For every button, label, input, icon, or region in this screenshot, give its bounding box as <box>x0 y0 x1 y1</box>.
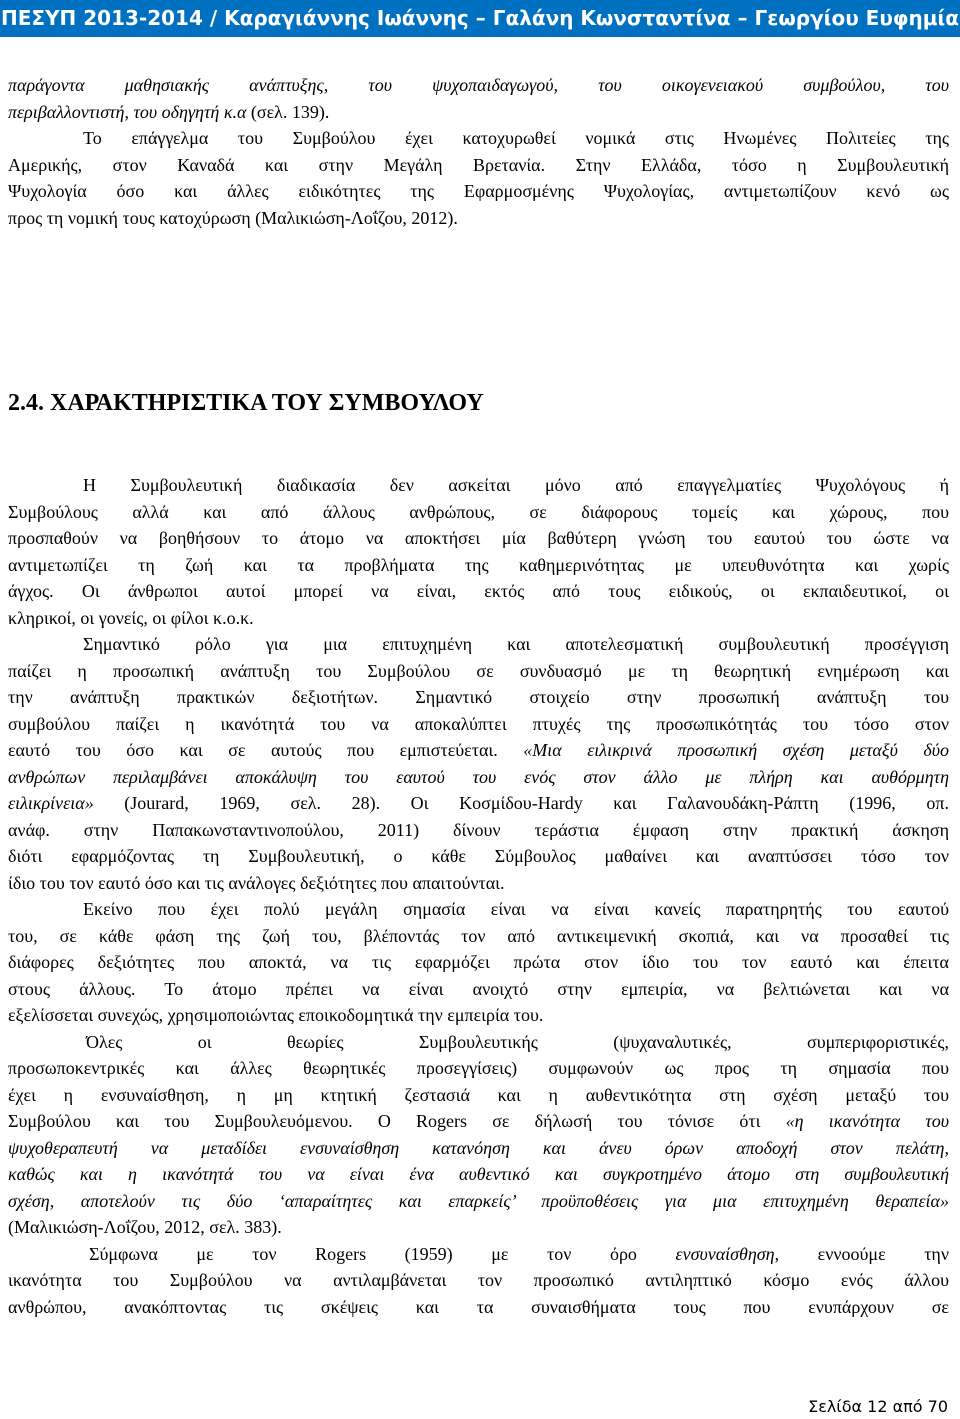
text-line <box>8 472 949 499</box>
italic-text: ενσυναίσθηση <box>675 1243 775 1264</box>
text-segment: ικανότητα του Συμβούλου να αντιλαμβάνεται τον προσωπικό αντιληπτικό κόσμο ενός άλλου <box>8 1270 949 1290</box>
text-segment: προσωποκεντρικές και άλλες θεωρητικές προσεγγίσεις) συμφωνούν ως προς τη σημασία που <box>8 1058 949 1078</box>
text-line <box>8 976 949 1003</box>
text-segment: Σύμφωνα με τον Rogers (1959) με τον όρο <box>89 1243 676 1264</box>
text-segment: του, σε κάθε φάση της ζωή του, βλέποντάς τον από αντικειμενική σκοπιά, και να προσαθεί τις <box>8 925 949 946</box>
text-line <box>8 1002 949 1029</box>
page-number: Σελίδα 12 από 70 <box>808 1397 948 1416</box>
italic-text: ανθρώπων περιλαμβάνει αποκάλυψη του εαυτού του ενός στον άλλο με πλήρη και αυθόρμητη <box>8 766 949 787</box>
text-segment: Σημαντικό ρόλο για μια επιτυχημένη και αποτελεσματική συμβουλευτική προσέγγιση <box>83 634 949 654</box>
text-segment: συμβούλου παίζει η ικανότητά του να αποκαλύπτει πτυχές της προσωπικότητάς του τόσο στον <box>8 713 949 734</box>
text-line <box>8 1188 949 1215</box>
text-segment: διάφορες δεξιότητες που αποκτά, να τις εφαρμόζει πρώτα στον ίδιο του τον εαυτό και έπειτα <box>8 952 949 972</box>
italic-text: «Μια ειλικρινά προσωπική σχέση μεταξύ δύο <box>523 740 949 760</box>
text-segment: έχει η ενσυναίσθηση, η μη κτητική ζεστασιά και η αυθεντικότητα στη σχέση μεταξύ του <box>8 1084 949 1105</box>
italic-text: «η ικανότητα του <box>785 1111 949 1131</box>
text-segment: εαυτό του όσο και σε αυτούς που εμπιστεύεται. <box>8 740 524 760</box>
text-line <box>8 843 949 870</box>
text-line <box>8 1161 949 1188</box>
text-line <box>8 1029 949 1056</box>
text-line <box>8 205 949 232</box>
text-line <box>8 870 949 897</box>
text-line <box>8 1055 949 1082</box>
text-line <box>8 1214 949 1241</box>
text-line <box>8 658 949 685</box>
text-line <box>8 764 949 791</box>
text-line <box>8 923 949 950</box>
text-segment: εξελίσσεται συνεχώς, χρησιμοποιώντας εποικοδομητικά την εμπειρία του. <box>8 1005 544 1025</box>
text-segment: Η Συμβουλευτική διαδικασία δεν ασκείται μόνο από επαγγελματίες Ψυχολόγους ή <box>83 475 949 495</box>
text-line <box>8 72 949 99</box>
text-line <box>8 1082 949 1109</box>
text-segment: ίδιο του τον εαυτό όσο και τις ανάλογες δεξιότητες που απαιτούνται. <box>8 872 505 893</box>
text-line <box>8 1108 949 1135</box>
text-segment: στους άλλους. Το άτομο πρέπει να είναι ανοιχτό στην εμπειρία, να βελτιώνεται και να <box>8 978 949 999</box>
text-line <box>8 99 949 126</box>
text-segment: κληρικοί, οι γονείς, οι φίλοι κ.ο.κ. <box>8 607 254 628</box>
text-segment: την ανάπτυξη πρακτικών δεξιοτήτων. Σημαντικό στοιχείο στην προσωπική ανάπτυξη του <box>8 687 949 707</box>
text-line <box>8 631 949 658</box>
text-line <box>8 896 949 923</box>
text-segment: Εκείνο που έχει πολύ μεγάλη σημασία είναι να είναι κανείς παρατηρητής του εαυτού <box>83 899 949 919</box>
text-line <box>8 1294 949 1321</box>
text-line <box>8 711 949 738</box>
italic-text: περιβαλλοντιστή, του οδηγητή κ.α <box>8 101 247 122</box>
text-line <box>8 1267 949 1294</box>
text-segment: Αμερικής, στον Καναδά και στην Μεγάλη Βρετανία. Στην Ελλάδα, τόσο η Συμβουλευτική <box>8 154 949 175</box>
italic-text: σχέση, αποτελούν τις δύο ‘απαραίτητες και επαρκείς’ προϋποθέσεις για μια επιτυχημένη θεραπεία» <box>8 1190 949 1211</box>
text-segment: προς τη νομική τους κατοχύρωση (Μαλικιώση-Λοΐζου, 2012). <box>8 207 458 228</box>
text-segment: (Μαλικιώση-Λοΐζου, 2012, σελ. 383). <box>8 1217 282 1237</box>
text-segment: αντιμετωπίζει τη ζωή και τα προβλήματα της καθημερινότητας με υπευθυνότητα και χωρίς <box>8 554 949 575</box>
text-segment: παίζει η προσωπική ανάπτυξη του Συμβούλου σε συνδυασμό με τη θεωρητική ενημέρωση και <box>8 660 949 681</box>
text-line <box>8 125 949 152</box>
text-line <box>8 578 949 605</box>
text-segment: , εννοούμε την <box>774 1243 949 1264</box>
text-line <box>8 817 949 844</box>
text-segment: Το επάγγελμα του Συμβούλου έχει κατοχυρωθεί νομικά στις Ηνωμένες Πολιτείες της <box>83 128 949 148</box>
text-segment: Συμβούλους αλλά και από άλλους ανθρώπους, σε διάφορους τομείς και χώρους, που <box>8 501 949 522</box>
text-line <box>8 684 949 711</box>
text-line <box>8 605 949 632</box>
text-segment: (Jourard, 1969, σελ. 28). Οι Κοσμίδου-Hardy και Γαλανουδάκη-Ράπτη (1996, οπ. <box>93 793 949 813</box>
text-line <box>8 152 949 179</box>
text-line <box>8 949 949 976</box>
text-segment: ανάφ. στην Παπακωνσταντινοπούλου, 2011) δίνουν τεράστια έμφαση στην πρακτική άσκηση <box>8 819 949 840</box>
text-segment: Ψυχολογία όσο και άλλες ειδικότητες της Εφαρμοσμένης Ψυχολογίας, αντιμετωπίζουν κενό ως <box>8 181 949 201</box>
header-title: ΠΕΣΥΠ 2013-2014 / Καραγιάννης Ιωάννης – Γαλάνη Κωνσταντίνα – Γεωργίου Ευφημία <box>1 6 959 30</box>
text-segment: διότι εφαρμόζοντας τη Συμβουλευτική, ο κάθε Σύμβουλος μαθαίνει και αναπτύσσει τόσο τον <box>8 846 949 866</box>
italic-text: καθώς και η ικανότητά του να είναι ένα αυθεντικό και συγκροτημένο άτομο στη συμβουλευτική <box>8 1164 949 1184</box>
text-line <box>8 1241 949 1268</box>
italic-text: παράγοντα μαθησιακής ανάπτυξης, του ψυχοπαιδαγωγού, του οικογενειακού συμβούλου, του <box>8 75 949 95</box>
text-segment: Όλες οι θεωρίες Συμβουλευτικής (ψυχαναλυτικές, συμπεριφοριστικές, <box>86 1031 949 1052</box>
text-line <box>8 178 949 205</box>
text-segment: άγχος. Οι άνθρωποι αυτοί μπορεί να είναι, εκτός από τους ειδικούς, οι εκπαιδευτικοί, οι <box>8 581 949 601</box>
italic-text: ψυχοθεραπευτή να μεταδίδει ενσυναίσθηση κατανόηση και άνευ όρων αποδοχή στον πελάτη, <box>8 1137 949 1158</box>
text-line <box>8 737 949 764</box>
intro-paragraphs <box>8 72 949 231</box>
text-line <box>8 1135 949 1162</box>
text-line <box>8 552 949 579</box>
text-segment: Συμβούλου και του Συμβουλευόμενου. Ο Rogers σε δήλωσή του τόνισε ότι <box>8 1111 786 1131</box>
page-header <box>0 0 960 37</box>
italic-text: ειλικρίνεια» <box>8 793 94 813</box>
text-segment: (σελ. 139). <box>246 101 330 122</box>
section-paragraphs <box>8 472 949 1320</box>
text-line <box>8 499 949 526</box>
text-segment: προσπαθούν να βοηθήσουν το άτομο να αποκτήσει μία βαθύτερη γνώση του εαυτού του ώστε να <box>8 528 949 548</box>
text-segment: ανθρώπου, ανακόπτοντας τις σκέψεις και τα συναισθήματα τους που ενυπάρχουν σε <box>8 1296 949 1317</box>
section-heading: 2.4. ΧΑΡΑΚΤΗΡΙΣΤΙΚΑ ΤΟΥ ΣΥΜΒΟΥΛΟΥ <box>8 390 484 416</box>
text-line <box>8 790 949 817</box>
text-line <box>8 525 949 552</box>
